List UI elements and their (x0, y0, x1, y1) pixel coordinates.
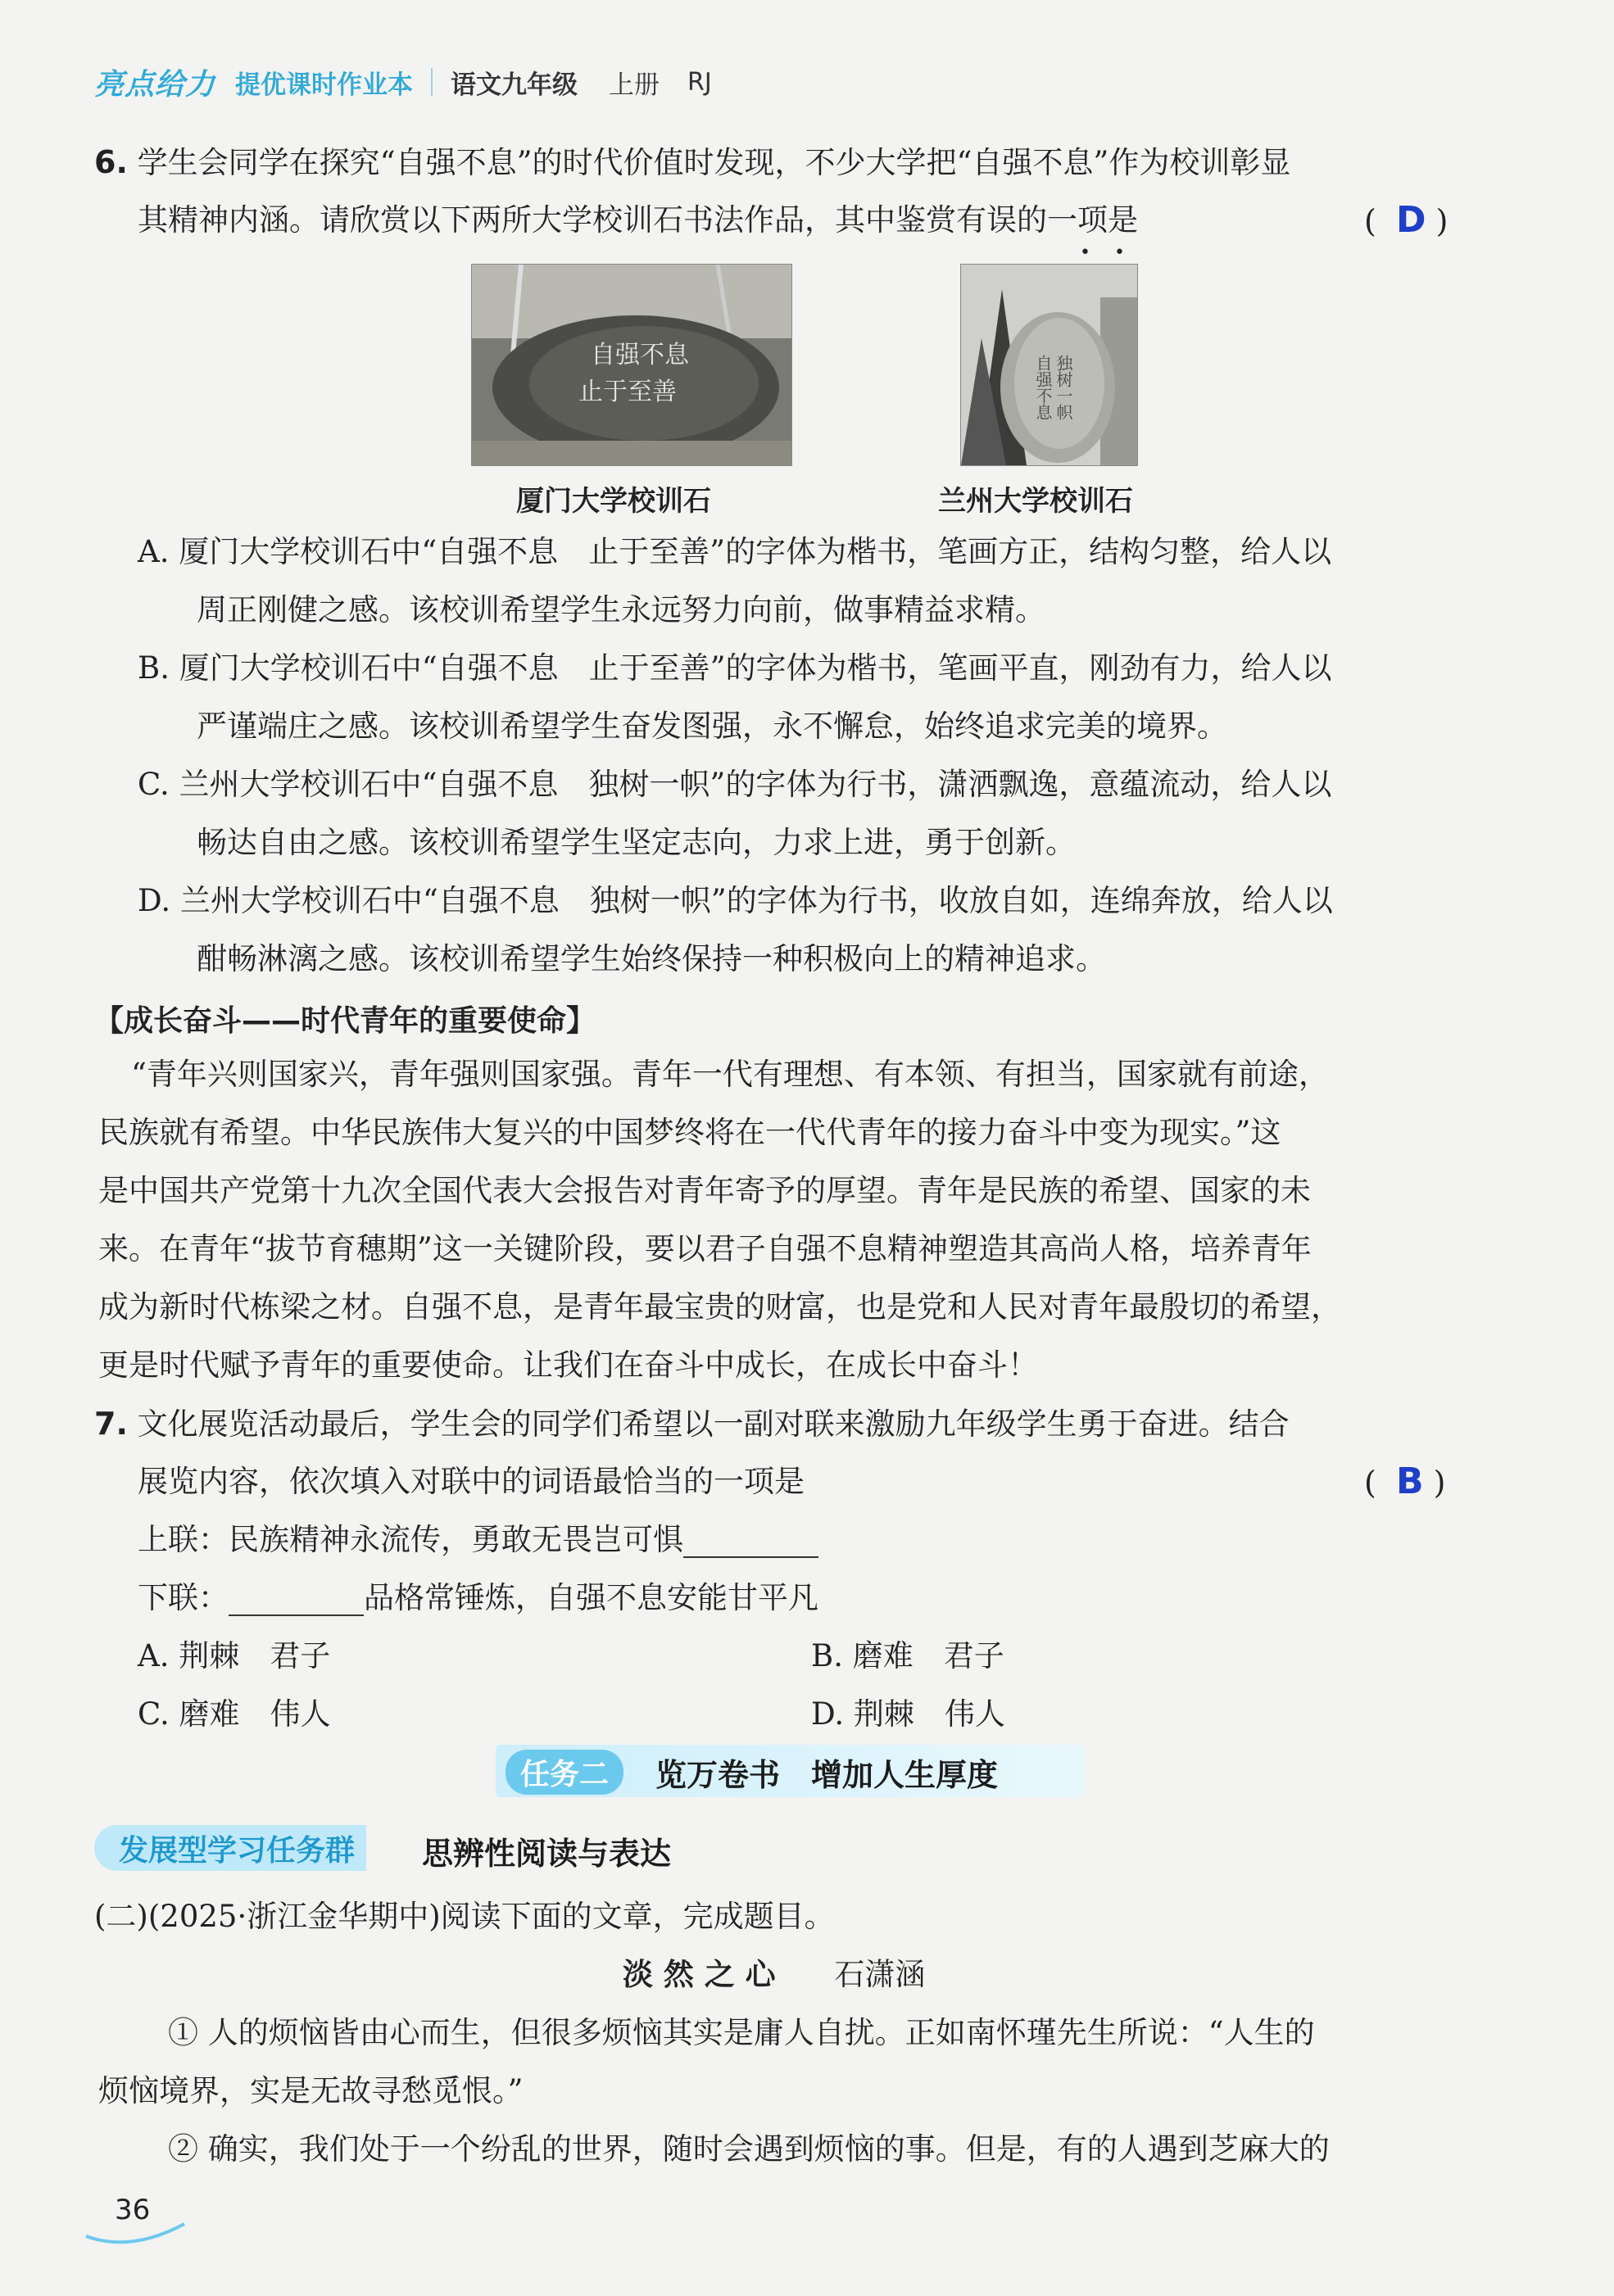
reading-intro: (二)(2025·浙江金华期中)阅读下面的文章，完成题目。 (94, 1899, 835, 1934)
q6-option-c-line1: C. 兰州大学校训石中“自强不息 独树一帜”的字体为行书，潇洒飘逸，意蕴流动，给人以 (138, 767, 1332, 802)
edition-label: RJ (687, 67, 712, 97)
growth-text-line: “青年兴则国家兴，青年强则国家强。青年一代有理想、有本领、有担当，国家就有前途， (131, 1057, 1329, 1092)
q6-number: 6. (94, 144, 128, 180)
caption-lanzhou: 兰州大学校训石 (938, 485, 1133, 518)
task-pill: 任务二 (506, 1750, 623, 1795)
emphasis-dot: • (1114, 242, 1125, 263)
couplet-lower-prefix: 下联： (138, 1580, 229, 1615)
couplet-lower (138, 1580, 818, 1616)
series-title: 提优课时作业本 (235, 70, 414, 100)
paragraph-1-line1: ① 人的烦恼皆由心而生，但很多烦恼其实是庸人自扰。正如南怀瑾先生所说：“人生的 (168, 2015, 1315, 2050)
xiamen-stone-photo (471, 264, 792, 466)
q6-option-d-line2: 酣畅淋漓之感。该校训希望学生始终保持一种积极向上的精神追求。 (197, 941, 1106, 976)
svg-text:止于至善: 止于至善 (578, 378, 677, 406)
article-author: 石潇涵 (834, 1957, 926, 1992)
q7-stem-line1 (94, 1406, 1290, 1443)
header-divider (431, 68, 433, 96)
svg-text:自强不息: 自强不息 (591, 341, 689, 369)
paragraph-1-line2: 烦恼境界，实是无故寻愁觅恨。” (98, 2073, 524, 2108)
q6-option-a-line2: 周正刚健之感。该校训希望学生永远努力向前，做事精益求精。 (197, 592, 1045, 627)
page-number: 36 (115, 2194, 151, 2226)
growth-text-line: 民族就有希望。中华民族伟大复兴的中国梦终将在一代代青年的接力奋斗中变为现实。”这 (98, 1115, 1281, 1150)
fill-blank (229, 1585, 364, 1616)
growth-section-title: 【成长奋斗——时代青年的重要使命】 (94, 1004, 596, 1038)
task-title: 览万卷书 增加人生厚度 (655, 1757, 999, 1793)
q6-stem-text1: 学生会同学在探究“自强不息”的时代价值时发现，不少大学把“自强不息”作为校训彰显 (137, 145, 1291, 180)
svg-text:自强不息: 自强不息 (1033, 355, 1053, 420)
q6-answer-bracket: ( D ) (1364, 199, 1449, 241)
q6-option-b-line2: 严谨端庄之感。该校训希望学生奋发图强，永不懈怠，始终追求完美的境界。 (197, 709, 1227, 744)
emphasis-dot: • (1080, 242, 1090, 263)
task-banner (496, 1745, 1086, 1797)
q7-option-d: D. 荆棘 伟人 (811, 1696, 1005, 1732)
q7-stem-text1: 文化展览活动最后，学生会的同学们希望以一副对联来激励九年级学生勇于奋进。结合 (137, 1406, 1290, 1442)
q7-option-a: A. 荆棘 君子 (138, 1638, 331, 1673)
q7-number: 7. (94, 1406, 128, 1442)
q6-stem-line1 (94, 144, 1290, 182)
fill-blank (683, 1527, 818, 1558)
q7-stem-line2: 展览内容，依次填入对联中的词语最恰当的一项是 (138, 1464, 805, 1499)
q6-option-a-line1: A. 厦门大学校训石中“自强不息 止于至善”的字体为楷书，笔画方正，结构匀整，给人以 (138, 534, 1332, 569)
brand-logo: 亮点给力 (94, 67, 216, 102)
dev-tag-text: 发展型学习任务群 (119, 1833, 356, 1868)
svg-text:独树一帜: 独树一帜 (1054, 355, 1073, 420)
page-number-swoosh (82, 2216, 188, 2248)
couplet-upper-text: 上联：民族精神永流传，勇敢无畏岂可惧 (138, 1522, 683, 1557)
q6-option-b-line1: B. 厦门大学校训石中“自强不息 止于至善”的字体为楷书，笔画平直，刚劲有力，给人以 (138, 650, 1332, 686)
lanzhou-stone-photo (960, 264, 1138, 466)
q6-option-c-line2: 畅达自由之感。该校训希望学生坚定志向，力求上进，勇于创新。 (197, 825, 1076, 860)
q6-option-d-line1: D. 兰州大学校训石中“自强不息 独树一帜”的字体为行书，收放自如，连绵奔放，给人以 (138, 883, 1333, 918)
growth-text-line: 成为新时代栋梁之材。自强不息，是青年最宝贵的财富，也是党和人民对青年最殷切的希望， (98, 1289, 1341, 1325)
q7-option-c: C. 磨难 伟人 (138, 1696, 331, 1732)
growth-text-line: 是中国共产党第十九次全国代表大会报告对青年寄予的厚望。青年是民族的希望、国家的未 (98, 1173, 1311, 1208)
q6-stem-line2: 其精神内涵。请欣赏以下两所大学校训石书法作品，其中鉴赏有误的一项是 (138, 202, 1138, 238)
volume-label: 上册 (609, 70, 660, 100)
paragraph-2-line1: ② 确实，我们处于一个纷乱的世界，随时会遇到烦恼的事。但是，有的人遇到芝麻大的 (168, 2131, 1330, 2167)
article-title-text: 淡 然 之 心 (623, 1957, 776, 1992)
couplet-lower-suffix: 品格常锤炼，自强不息安能甘平凡 (364, 1580, 818, 1615)
page-header (94, 57, 712, 106)
article-title (623, 1957, 925, 1993)
dev-task-group-tag (94, 1825, 366, 1871)
growth-text-line: 更是时代赋予青年的重要使命。让我们在奋斗中成长，在成长中奋斗！ (98, 1347, 1038, 1383)
stone-image (961, 265, 1137, 465)
dev-task-label: 思辨性阅读与表达 (422, 1836, 672, 1872)
q7-answer-bracket: ( B ) (1364, 1460, 1446, 1502)
caption-xiamen: 厦门大学校训石 (516, 485, 711, 518)
growth-text-line: 来。在青年“拔节育穗期”这一关键阶段，要以君子自强不息精神塑造其高尚人格，培养青年 (98, 1231, 1312, 1266)
couplet-upper (138, 1522, 818, 1558)
subject-label: 语文九年级 (451, 70, 578, 100)
stone-image (472, 265, 791, 465)
q7-answer: B (1395, 1460, 1424, 1502)
q6-answer: D (1395, 199, 1426, 241)
q7-option-b: B. 磨难 君子 (811, 1638, 1004, 1673)
